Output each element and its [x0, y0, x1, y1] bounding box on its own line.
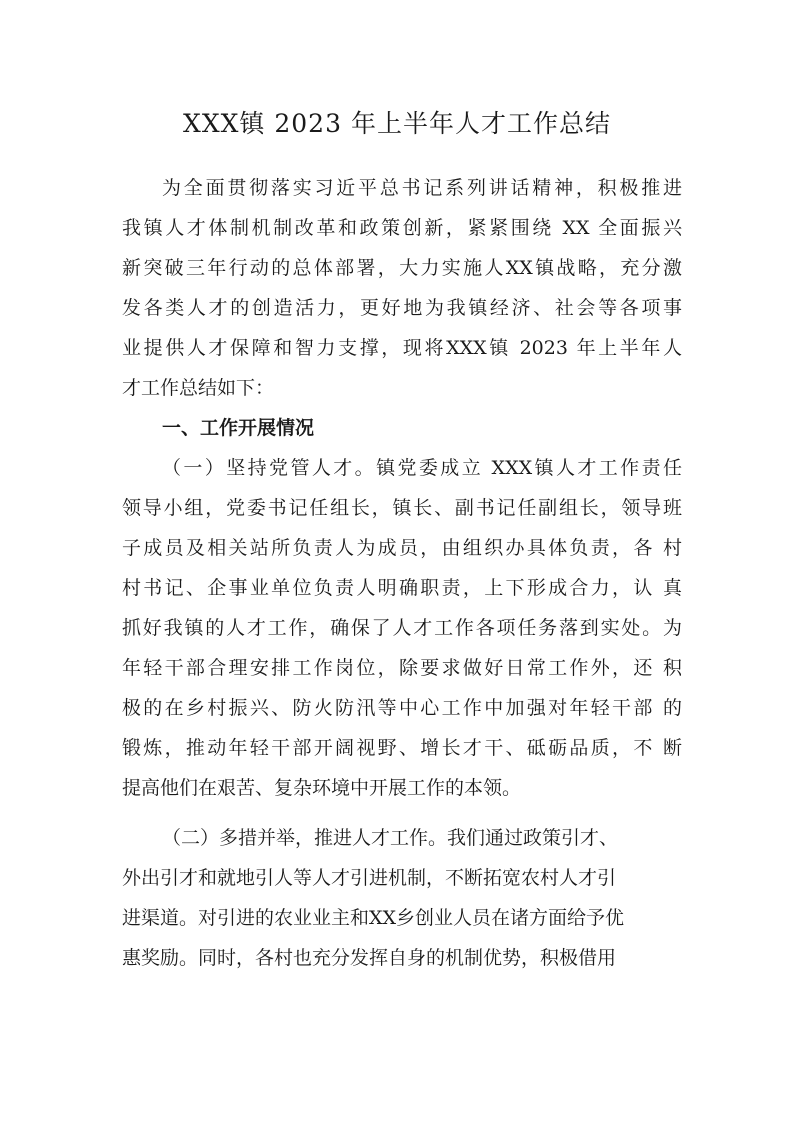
para1-line-2: 领导小组，党委书记任组长，镇长、副书记任副组长，领导班: [122, 497, 682, 519]
para1-line-8: 锻炼，推动年轻干部开阔视野、增长才干、砥砺品质，不 断: [122, 737, 682, 759]
para1-line-9: 提高他们在艰苦、复杂环境中开展工作的本领。: [122, 777, 522, 799]
para1-line-1: （一）坚持党管人才。镇党委成立 XXX镇人才工作责任: [162, 457, 682, 479]
para1-line-4: 村书记、企事业单位负责人明确职责，上下形成合力，认 真: [122, 577, 682, 599]
para2-line-3: 进渠道。对引进的农业业主和XX乡创业人员在诸方面给予优: [122, 907, 625, 929]
intro-line-5: 业提供人才保障和智力支撑，现将XXX镇 2023 年上半年人: [122, 337, 682, 359]
para1-line-5: 抓好我镇的人才工作，确保了人才工作各项任务落到实处。为: [122, 617, 682, 639]
intro-line-2: 我镇人才体制机制改革和政策创新，紧紧围绕 XX 全面振兴: [122, 217, 682, 239]
para2-line-4: 惠奖励。同时，各村也充分发挥自身的机制优势，积极借用: [122, 947, 617, 969]
section-heading: 一、工作开展情况: [162, 417, 315, 439]
para2-line-1: （二）多措并举，推进人才工作。我们通过政策引才、: [162, 827, 619, 849]
intro-line-3: 新突破三年行动的总体部署，大力实施人XX镇战略，充分激: [122, 257, 682, 279]
intro-line-4: 发各类人才的创造活力，更好地为我镇经济、社会等各项事: [122, 297, 682, 319]
intro-line-1: 为全面贯彻落实习近平总书记系列讲话精神，积极推进: [162, 177, 682, 199]
para1-line-3: 子成员及相关站所负责人为成员，由组织办具体负责，各 村: [122, 537, 682, 559]
intro-line-6: 才工作总结如下：: [122, 377, 275, 399]
para1-line-6: 年轻干部合理安排工作岗位，除要求做好日常工作外，还 积: [122, 657, 682, 679]
document-title: XXX镇 2023 年上半年人才工作总结: [183, 109, 611, 138]
para1-line-7: 极的在乡村振兴、防火防汛等中心工作中加强对年轻干部 的: [122, 697, 682, 719]
para2-line-2: 外出引才和就地引人等人才引进机制，不断拓宽农村人才引: [122, 867, 617, 889]
